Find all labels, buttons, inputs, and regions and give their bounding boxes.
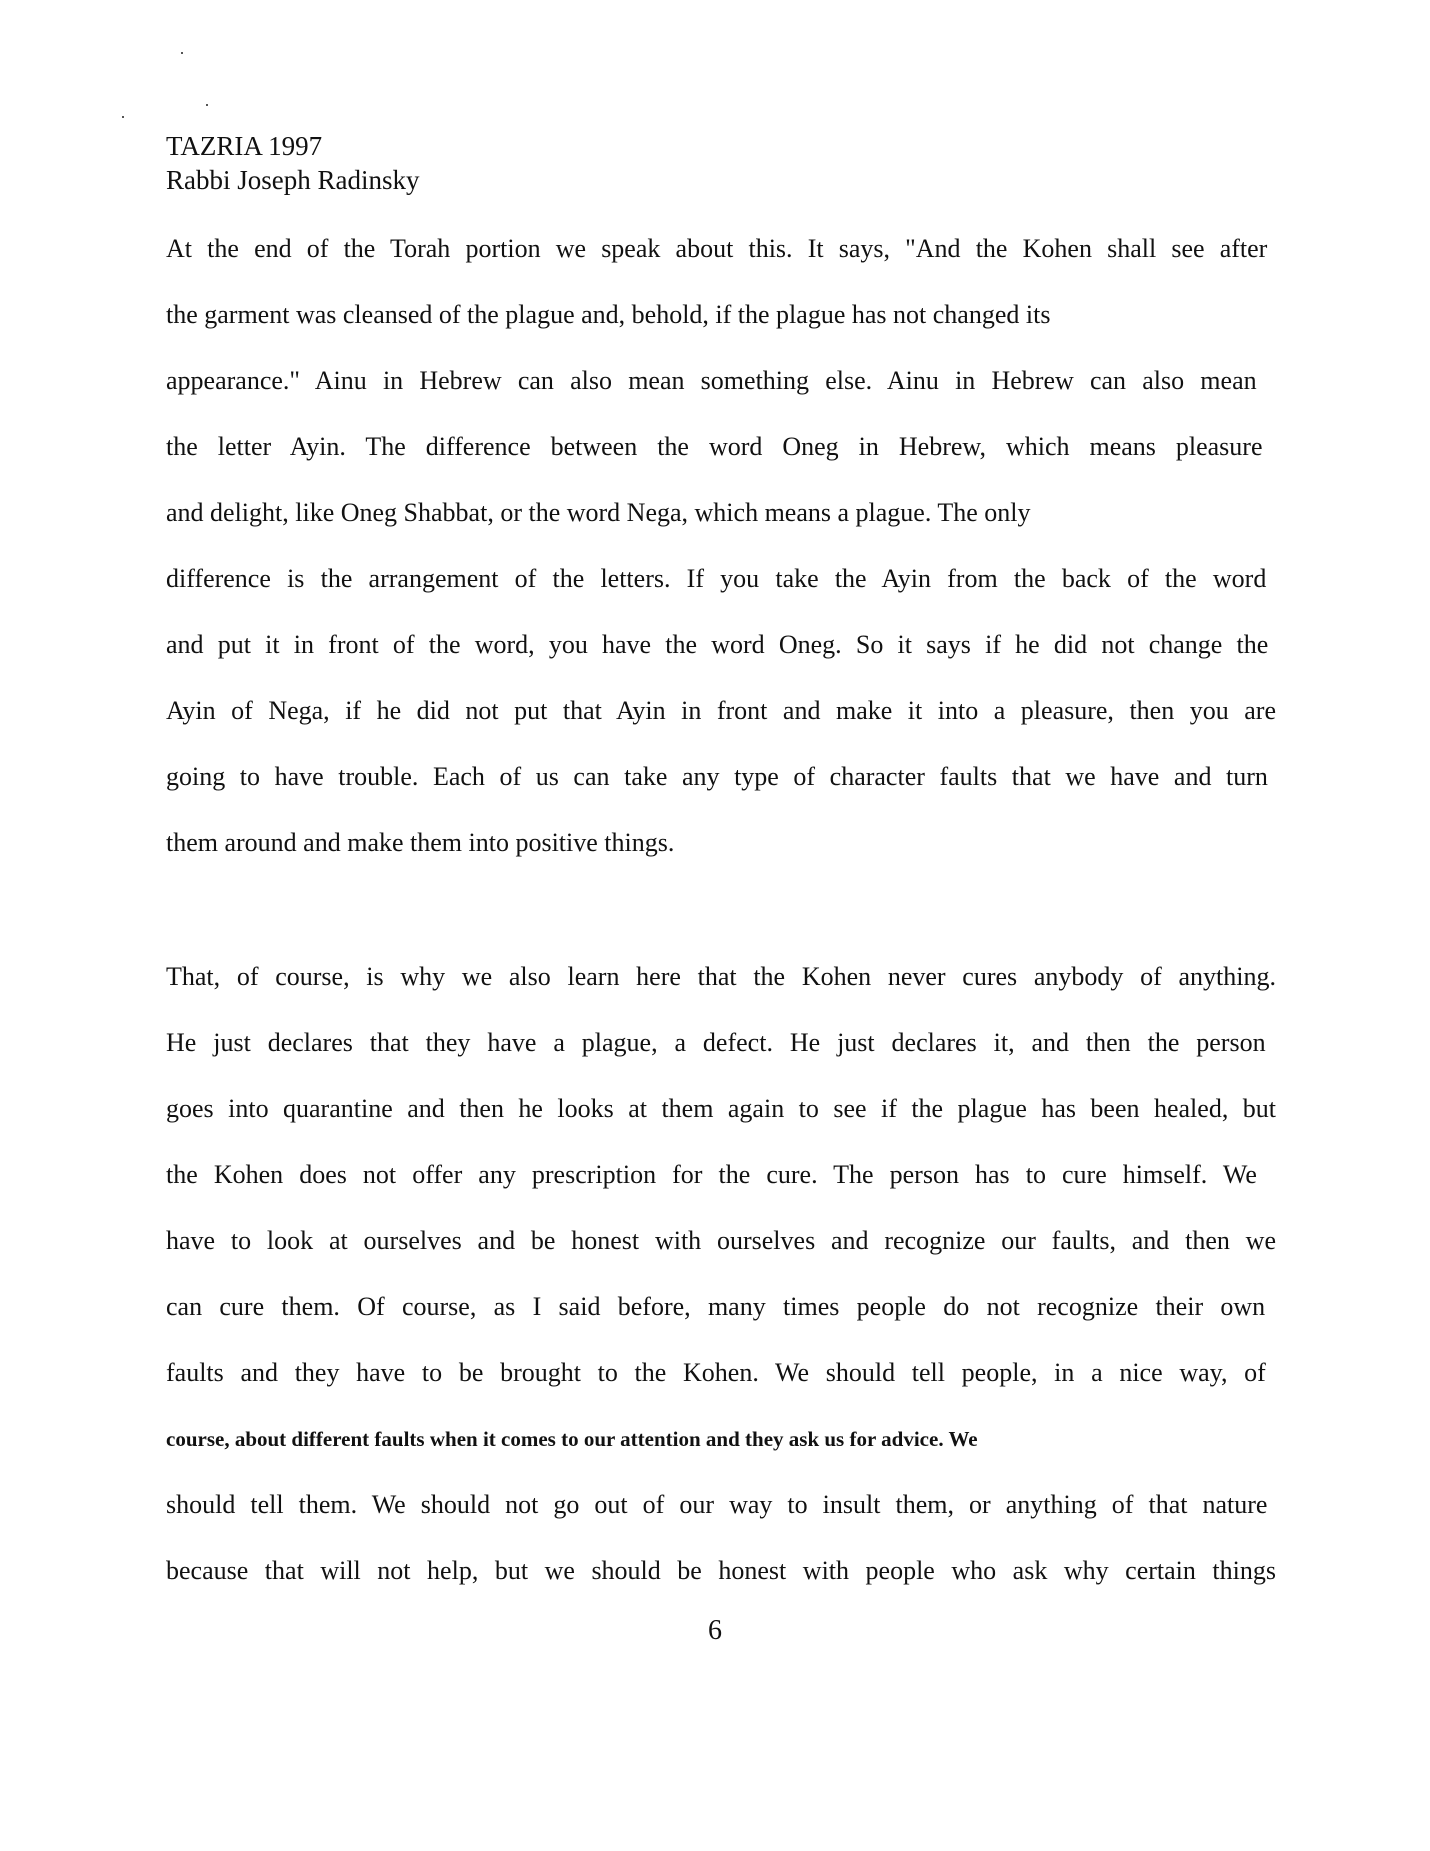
scan-speck [122,116,124,118]
paragraph-2 [166,944,1276,1604]
text-line: the Kohen does not offer any prescription for the cure. The person has to cure himself. We [166,1160,1257,1189]
text-line: Ayin of Nega, if he did not put that Ayin in front and make it into a pleasure, then you are [166,696,1276,725]
text-line: because that will not help, but we should be honest with people who ask why certain things [166,1556,1276,1585]
text-line: and put it in front of the word, you have the word Oneg. So it says if he did not change the [166,630,1269,659]
text-line: goes into quarantine and then he looks at them again to see if the plague has been healed, but [166,1094,1276,1123]
text-line: He just declares that they have a plague, a defect. He just declares it, and then the person [166,1028,1266,1057]
scan-speck [206,104,208,106]
paragraph-1 [166,216,1276,876]
text-line: That, of course, is why we also learn here that the Kohen never cures anybody of anything. [166,962,1276,991]
document-header [166,129,420,197]
text-line: going to have trouble. Each of us can take any type of character faults that we have and turn [166,762,1268,791]
text-line: and delight, like Oneg Shabbat, or the word Nega, which means a plague. The only [166,498,1031,527]
page-number: 6 [708,1615,722,1646]
document-title: TAZRIA 1997 [166,131,323,161]
text-line: faults and they have to be brought to the Kohen. We should tell people, in a nice way, of [166,1358,1266,1387]
text-line: have to look at ourselves and be honest with ourselves and recognize our faults, and then we [166,1226,1276,1255]
text-line: At the end of the Torah portion we speak about this. It says, "And the Kohen shall see after [166,234,1268,263]
text-line: should tell them. We should not go out of our way to insult them, or anything of that nature [166,1490,1268,1519]
text-line: the letter Ayin. The difference between the word Oneg in Hebrew, which means pleasure [166,432,1263,461]
text-line: them around and make them into positive things. [166,828,675,857]
document-author: Rabbi Joseph Radinsky [166,165,420,195]
text-line: can cure them. Of course, as I said before, many times people do not recognize their own [166,1292,1266,1321]
text-line: appearance." Ainu in Hebrew can also mean something else. Ainu in Hebrew can also mean [166,366,1257,395]
text-line: the garment was cleansed of the plague and, behold, if the plague has not changed its [166,300,1051,329]
scan-speck [181,52,183,54]
text-line: course, about different faults when it comes to our attention and they ask us for advice. We [166,1427,978,1451]
text-line: difference is the arrangement of the letters. If you take the Ayin from the back of the word [166,564,1267,593]
